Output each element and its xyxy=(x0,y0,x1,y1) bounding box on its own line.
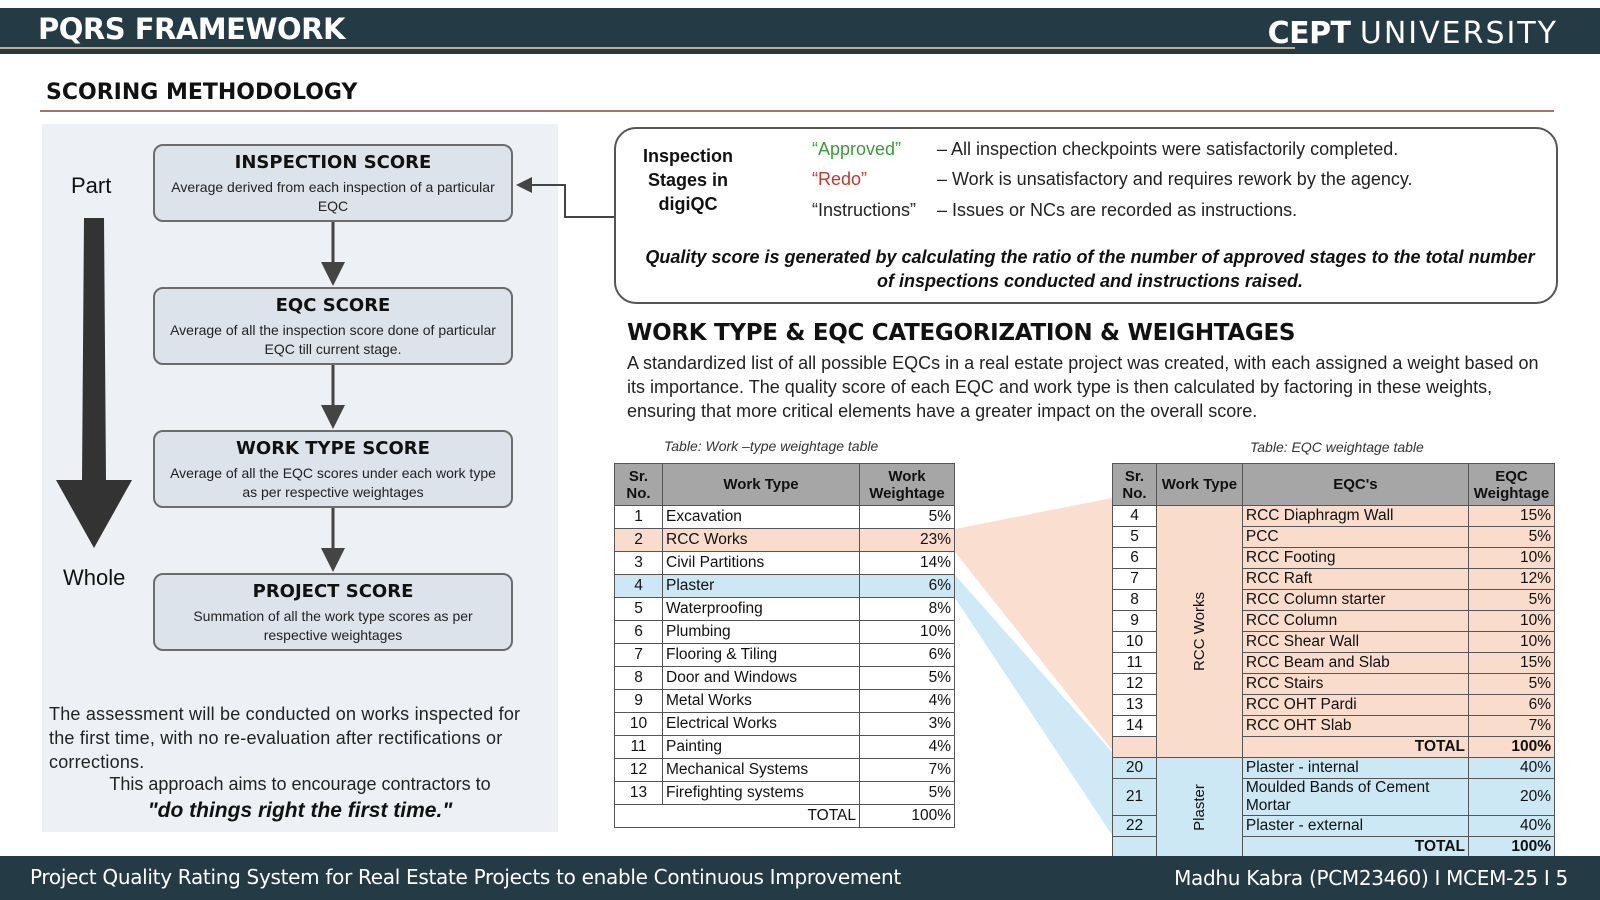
project-score-box: PROJECT SCORE Summation of all the work type scores as per respective weightages xyxy=(153,573,513,651)
eqc-weightage-cell: 10% xyxy=(1469,548,1555,569)
table-row xyxy=(615,736,955,759)
work-type-table-caption: Table: Work –type weightage table xyxy=(664,438,879,454)
weightage-paragraph: A standardized list of all possible EQCs in a real estate project was created, with each assigned a weight based on its importance. The quality score of each EQC and work type is then calculated by factoring in these weights, ensuring that more critical elements have a greater impact on the overall score. xyxy=(627,353,1539,421)
total-label: TOTAL xyxy=(1242,837,1468,858)
work-type-cell: Waterproofing xyxy=(663,598,860,621)
work-type-cell: Firefighting systems xyxy=(663,782,860,805)
eqc-weightage-cell: 5% xyxy=(1469,527,1555,548)
sr-no-cell: 7 xyxy=(1113,569,1157,590)
work-type-group-label: Plaster xyxy=(1190,783,1208,831)
section-title: SCORING METHODOLOGY xyxy=(46,80,358,105)
weightage-cell: 4% xyxy=(860,736,955,759)
eqc-weightage-cell: 5% xyxy=(1469,674,1555,695)
sr-no-cell: 13 xyxy=(1113,695,1157,716)
sr-no-cell: 6 xyxy=(1113,548,1157,569)
eqc-table-caption: Table: EQC weightage table xyxy=(1250,439,1424,455)
weightage-cell: 6% xyxy=(860,575,955,598)
part-label: Part xyxy=(71,173,112,198)
sr-no-cell: 1 xyxy=(615,506,663,529)
slide-title: PQRS FRAMEWORK xyxy=(38,12,345,46)
eqc-name-cell: RCC Raft xyxy=(1242,569,1468,590)
sr-no-cell: 10 xyxy=(615,713,663,736)
footer-bar xyxy=(0,856,1600,900)
eqc-name-cell: RCC Shear Wall xyxy=(1242,632,1468,653)
sr-no-cell: 12 xyxy=(1113,674,1157,695)
table-header: EQC Weightage xyxy=(1469,464,1555,506)
eqc-name-cell: RCC Column xyxy=(1242,611,1468,632)
eqc-weightage-cell: 7% xyxy=(1469,716,1555,737)
table-row xyxy=(1113,506,1555,527)
table-row xyxy=(615,644,955,667)
table-header: Work Weightage xyxy=(860,464,955,506)
work-type-cell: Plumbing xyxy=(663,621,860,644)
eqc-weightage-cell: 10% xyxy=(1469,611,1555,632)
sr-no-cell: 11 xyxy=(1113,653,1157,674)
empty-cell xyxy=(1113,837,1157,858)
table-row xyxy=(615,667,955,690)
work-type-group-cell xyxy=(1157,758,1243,858)
table-header: Work Type xyxy=(1157,464,1243,506)
table-row xyxy=(615,552,955,575)
approach-note: This approach aims to encourage contractors to xyxy=(109,774,491,794)
eqc-weightage-cell: 15% xyxy=(1469,506,1555,527)
sr-no-cell: 5 xyxy=(615,598,663,621)
table-header: EQC's xyxy=(1242,464,1468,506)
stage-instructions-desc: – Issues or NCs are recorded as instructions. xyxy=(937,200,1298,220)
stage-redo-desc: – Work is unsatisfactory and requires rework by the agency. xyxy=(937,169,1413,189)
work-type-cell: Mechanical Systems xyxy=(663,759,860,782)
total-value: 100% xyxy=(860,805,955,828)
work-type-cell: Metal Works xyxy=(663,690,860,713)
eqc-name-cell: Plaster - internal xyxy=(1242,758,1468,779)
eqc-weightage-cell: 5% xyxy=(1469,590,1555,611)
total-value: 100% xyxy=(1469,737,1555,758)
sr-no-cell: 22 xyxy=(1113,816,1157,837)
work-type-cell: Door and Windows xyxy=(663,667,860,690)
eqc-name-cell: RCC Diaphragm Wall xyxy=(1242,506,1468,527)
footer-author: Madhu Kabra (PCM23460) I MCEM-25 I 5 xyxy=(1174,866,1568,890)
sr-no-cell: 21 xyxy=(1113,779,1157,816)
whole-label: Whole xyxy=(63,565,126,590)
total-row xyxy=(615,805,955,828)
eqc-table xyxy=(1112,463,1555,858)
weightage-cell: 4% xyxy=(860,690,955,713)
sr-no-cell: 2 xyxy=(615,529,663,552)
table-row xyxy=(615,782,955,805)
eqc-weightage-cell: 40% xyxy=(1469,758,1555,779)
weightage-cell: 10% xyxy=(860,621,955,644)
table-row xyxy=(615,529,955,552)
footer-title: Project Quality Rating System for Real Estate Projects to enable Continuous Improvement xyxy=(30,865,901,889)
eqc-name-cell: RCC OHT Pardi xyxy=(1242,695,1468,716)
eqc-name-cell: RCC Footing xyxy=(1242,548,1468,569)
work-type-cell: Flooring & Tiling xyxy=(663,644,860,667)
sr-no-cell: 5 xyxy=(1113,527,1157,548)
table-row xyxy=(615,759,955,782)
eqc-weightage-cell: 6% xyxy=(1469,695,1555,716)
table-header: Sr. No. xyxy=(1113,464,1157,506)
motto: "do things right the first time." xyxy=(147,799,453,822)
total-label: TOTAL xyxy=(615,805,860,828)
table-row xyxy=(615,621,955,644)
eqc-name-cell: RCC Beam and Slab xyxy=(1242,653,1468,674)
eqc-weightage-cell: 20% xyxy=(1469,779,1555,816)
sr-no-cell: 8 xyxy=(1113,590,1157,611)
weightage-cell: 3% xyxy=(860,713,955,736)
total-value: 100% xyxy=(1469,837,1555,858)
table-header: Work Type xyxy=(663,464,860,506)
work-type-table xyxy=(614,463,955,828)
work-type-cell: Civil Partitions xyxy=(663,552,860,575)
work-type-score-box: WORK TYPE SCORE Average of all the EQC scores under each work type as per respective weightages xyxy=(153,430,513,508)
weightage-cell: 6% xyxy=(860,644,955,667)
weightage-heading: WORK TYPE & EQC CATEGORIZATION & WEIGHTAGES xyxy=(627,320,1296,346)
inspection-score-box: INSPECTION SCORE Average derived from each inspection of a particular EQC xyxy=(153,144,513,222)
sr-no-cell: 9 xyxy=(1113,611,1157,632)
weightage-cell: 5% xyxy=(860,506,955,529)
eqc-name-cell: Plaster - external xyxy=(1242,816,1468,837)
sr-no-cell: 7 xyxy=(615,644,663,667)
work-type-cell: Painting xyxy=(663,736,860,759)
eqc-name-cell: Moulded Bands of Cement Mortar xyxy=(1242,779,1468,816)
work-type-group-cell xyxy=(1157,506,1243,758)
stage-approved-desc: – All inspection checkpoints were satisfactorily completed. xyxy=(937,139,1399,159)
table-row xyxy=(615,506,955,529)
work-type-cell: RCC Works xyxy=(663,529,860,552)
eqc-name-cell: RCC Column starter xyxy=(1242,590,1468,611)
sr-no-cell: 8 xyxy=(615,667,663,690)
stage-instructions: “Instructions” xyxy=(812,200,917,220)
sr-no-cell: 14 xyxy=(1113,716,1157,737)
table-row xyxy=(615,690,955,713)
eqc-weightage-cell: 15% xyxy=(1469,653,1555,674)
sr-no-cell: 4 xyxy=(1113,506,1157,527)
work-type-cell: Electrical Works xyxy=(663,713,860,736)
sr-no-cell: 10 xyxy=(1113,632,1157,653)
table-row xyxy=(615,575,955,598)
eqc-weightage-cell: 40% xyxy=(1469,816,1555,837)
work-type-group-label: RCC Works xyxy=(1190,591,1208,671)
weightage-cell: 5% xyxy=(860,667,955,690)
eqc-weightage-cell: 12% xyxy=(1469,569,1555,590)
inspection-stages-label: Inspection Stages in digiQC xyxy=(642,146,733,214)
sr-no-cell: 9 xyxy=(615,690,663,713)
stage-redo: “Redo” xyxy=(812,169,868,189)
eqc-name-cell: RCC OHT Slab xyxy=(1242,716,1468,737)
sr-no-cell: 3 xyxy=(615,552,663,575)
work-type-cell: Plaster xyxy=(663,575,860,598)
sr-no-cell: 12 xyxy=(615,759,663,782)
stage-approved: “Approved” xyxy=(812,139,902,159)
weightage-cell: 5% xyxy=(860,782,955,805)
empty-cell xyxy=(1113,737,1157,758)
sr-no-cell: 6 xyxy=(615,621,663,644)
eqc-weightage-cell: 10% xyxy=(1469,632,1555,653)
table-row xyxy=(615,598,955,621)
sr-no-cell: 4 xyxy=(615,575,663,598)
weightage-cell: 23% xyxy=(860,529,955,552)
total-label: TOTAL xyxy=(1242,737,1468,758)
sr-no-cell: 20 xyxy=(1113,758,1157,779)
table-header: Sr. No. xyxy=(615,464,663,506)
weightage-cell: 8% xyxy=(860,598,955,621)
quality-score-note: Quality score is generated by calculating the ratio of the number of approved stages to the total number of inspections conducted and instructions raised. xyxy=(645,247,1535,291)
sr-no-cell: 11 xyxy=(615,736,663,759)
table-row xyxy=(615,713,955,736)
eqc-name-cell: PCC xyxy=(1242,527,1468,548)
weightage-cell: 14% xyxy=(860,552,955,575)
sr-no-cell: 13 xyxy=(615,782,663,805)
work-type-cell: Excavation xyxy=(663,506,860,529)
university-logo: CEPT UNIVERSITY xyxy=(1267,16,1558,51)
table-row xyxy=(1113,758,1555,779)
assessment-note: The assessment will be conducted on works inspected for the first time, with no re-evaluation after rectifications or corrections. xyxy=(49,704,521,772)
eqc-name-cell: RCC Stairs xyxy=(1242,674,1468,695)
eqc-score-box: EQC SCORE Average of all the inspection score done of particular EQC till current stage. xyxy=(153,287,513,365)
weightage-cell: 7% xyxy=(860,759,955,782)
